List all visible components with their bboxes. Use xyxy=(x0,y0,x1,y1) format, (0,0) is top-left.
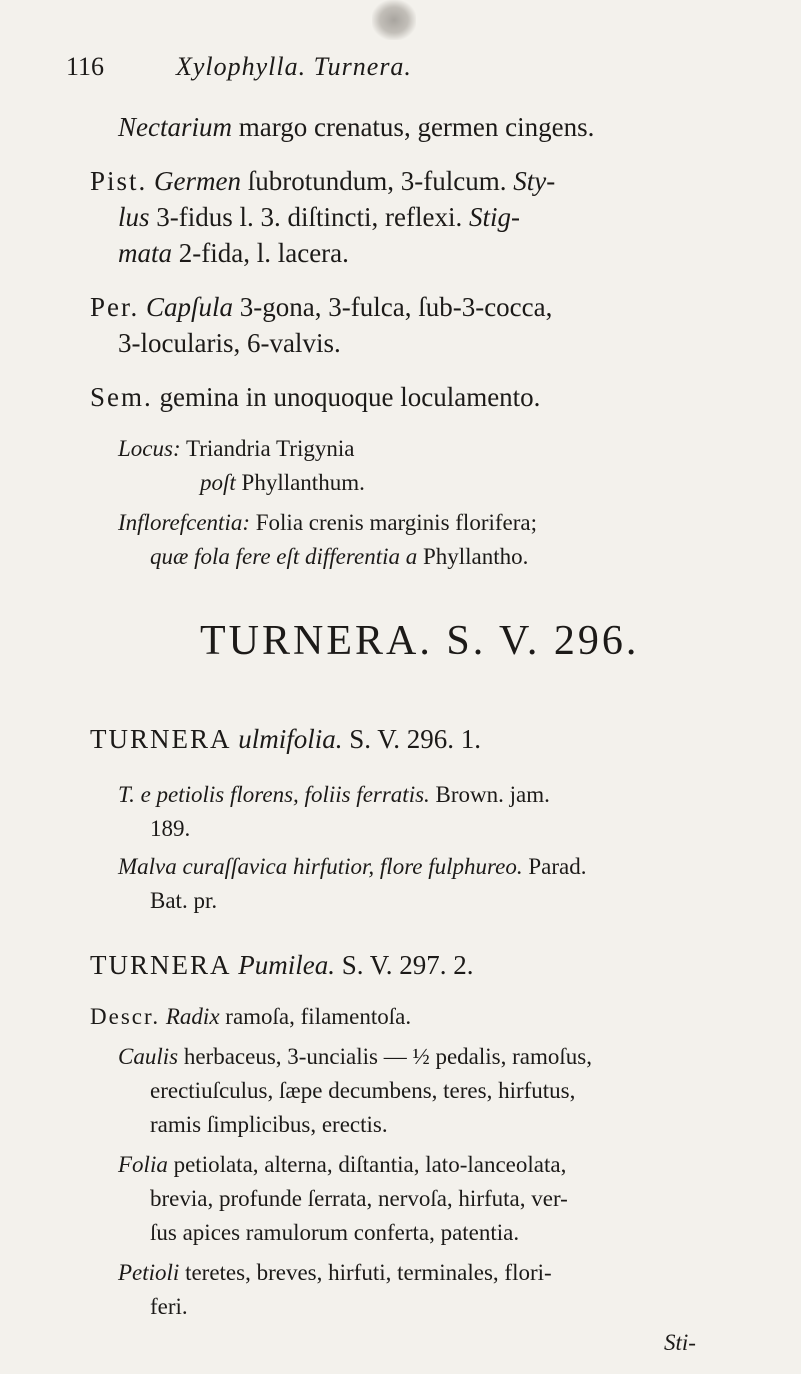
text-line xyxy=(90,722,481,756)
text-line xyxy=(118,200,520,234)
text-run: TURNERA xyxy=(90,950,232,980)
text-run: 2-fida, l. lacera. xyxy=(172,238,349,268)
text-line xyxy=(90,948,474,982)
text-run: Folia crenis marginis florifera; xyxy=(250,510,537,535)
text-line xyxy=(118,1042,592,1072)
text-run: S. V. 296. xyxy=(432,618,640,664)
text-line xyxy=(118,110,594,144)
text-line xyxy=(150,1292,188,1322)
text-run: Phyllantho. xyxy=(417,544,529,569)
text-run: Capſula xyxy=(146,292,234,322)
text-run: ulmifolia. xyxy=(238,724,343,754)
text-line xyxy=(200,618,640,664)
page-number: 116 xyxy=(66,52,105,81)
text-line xyxy=(118,1150,566,1180)
text-run: ſubrotundum, 3-fulcum. xyxy=(241,166,514,196)
text-run: T. e petiolis florens, foliis ferratis. xyxy=(118,782,430,807)
text-run: Inflorefcentia: xyxy=(118,510,250,535)
text-line xyxy=(90,290,552,324)
text-run: Pist. xyxy=(90,166,148,196)
text-run: petiolata, alterna, diſtantia, lato-lanceolata, xyxy=(167,1152,567,1177)
text-line xyxy=(664,1328,696,1358)
text-line xyxy=(118,326,341,360)
text-run: ſus apices ramulorum conferta, patentia. xyxy=(150,1220,520,1245)
text-run: lus xyxy=(118,202,150,232)
text-run: Nectarium xyxy=(118,112,232,142)
text-line xyxy=(118,1258,552,1288)
text-run: Folia xyxy=(118,1152,168,1177)
text-run: 3-gona, 3-fulca, ſub-3-cocca, xyxy=(233,292,553,322)
text-run: Petioli xyxy=(118,1260,180,1285)
text-run: teretes, breves, hirfuti, terminales, flori- xyxy=(179,1260,552,1285)
text-run: 189. xyxy=(150,816,191,841)
text-line xyxy=(150,542,528,572)
text-run: Sty- xyxy=(513,166,556,196)
text-run: Phyllanthum. xyxy=(235,470,365,495)
text-line xyxy=(118,852,586,882)
text-line xyxy=(118,434,354,464)
text-run: TURNERA. xyxy=(200,618,433,664)
text-run: herbaceus, 3-uncialis — ½ pedalis, ramoſus, xyxy=(178,1044,592,1069)
text-run: 3-locularis, 6-valvis. xyxy=(118,328,341,358)
text-line xyxy=(118,236,349,270)
text-line xyxy=(150,1218,519,1248)
text-run: mata xyxy=(118,238,172,268)
text-run: feri. xyxy=(150,1294,188,1319)
text-run: quæ fola fere eſt differentia a xyxy=(150,544,418,569)
text-run: ramis ſimplicibus, erectis. xyxy=(150,1112,388,1137)
text-run: Sti- xyxy=(664,1330,696,1355)
text-line xyxy=(150,814,190,844)
running-title: Xylophylla. Turnera. xyxy=(176,52,412,81)
text-line xyxy=(90,380,540,414)
text-run: gemina in unoquoque loculamento. xyxy=(152,382,541,412)
text-run xyxy=(139,292,146,322)
ink-stain xyxy=(372,0,416,40)
text-run: TURNERA xyxy=(90,724,232,754)
text-run: Bat. pr. xyxy=(150,888,218,913)
text-run: Germen xyxy=(154,166,242,196)
text-run: Malva curaſſavica hirfutior, flore fulphureo. xyxy=(118,854,523,879)
text-line xyxy=(150,1076,575,1106)
text-run: Brown. jam. xyxy=(429,782,550,807)
text-run: brevia, profunde ſerrata, nervoſa, hirfuta, ver- xyxy=(150,1186,568,1211)
text-line xyxy=(200,468,365,498)
text-run: Pumilea. xyxy=(238,950,335,980)
text-run: Caulis xyxy=(118,1044,179,1069)
text-run: Descr. xyxy=(90,1004,161,1029)
text-run: Radix xyxy=(165,1004,220,1029)
text-run: Per. xyxy=(90,292,140,322)
text-line xyxy=(150,886,217,916)
text-run: 3-fidus l. 3. diſtincti, reflexi. xyxy=(149,202,469,232)
page-header xyxy=(66,52,756,92)
text-line xyxy=(150,1184,568,1214)
text-run: poſt xyxy=(200,470,236,495)
text-run: ramoſa, filamentoſa. xyxy=(219,1004,412,1029)
text-run: Locus: xyxy=(118,436,181,461)
text-run: erectiuſculus, ſæpe decumbens, teres, hirfutus, xyxy=(150,1078,576,1103)
text-line xyxy=(90,1002,411,1032)
text-run: Parad. xyxy=(522,854,587,879)
text-line xyxy=(90,164,555,198)
text-line xyxy=(118,780,550,810)
text-run: S. V. 296. 1. xyxy=(342,724,482,754)
text-run: margo crenatus, germen cingens. xyxy=(232,112,595,142)
text-run: S. V. 297. 2. xyxy=(334,950,474,980)
text-line xyxy=(118,508,537,538)
text-line xyxy=(150,1110,388,1140)
text-run: Triandria Trigynia xyxy=(180,436,355,461)
text-run: Stig- xyxy=(468,202,520,232)
text-run: Sem. xyxy=(90,382,153,412)
